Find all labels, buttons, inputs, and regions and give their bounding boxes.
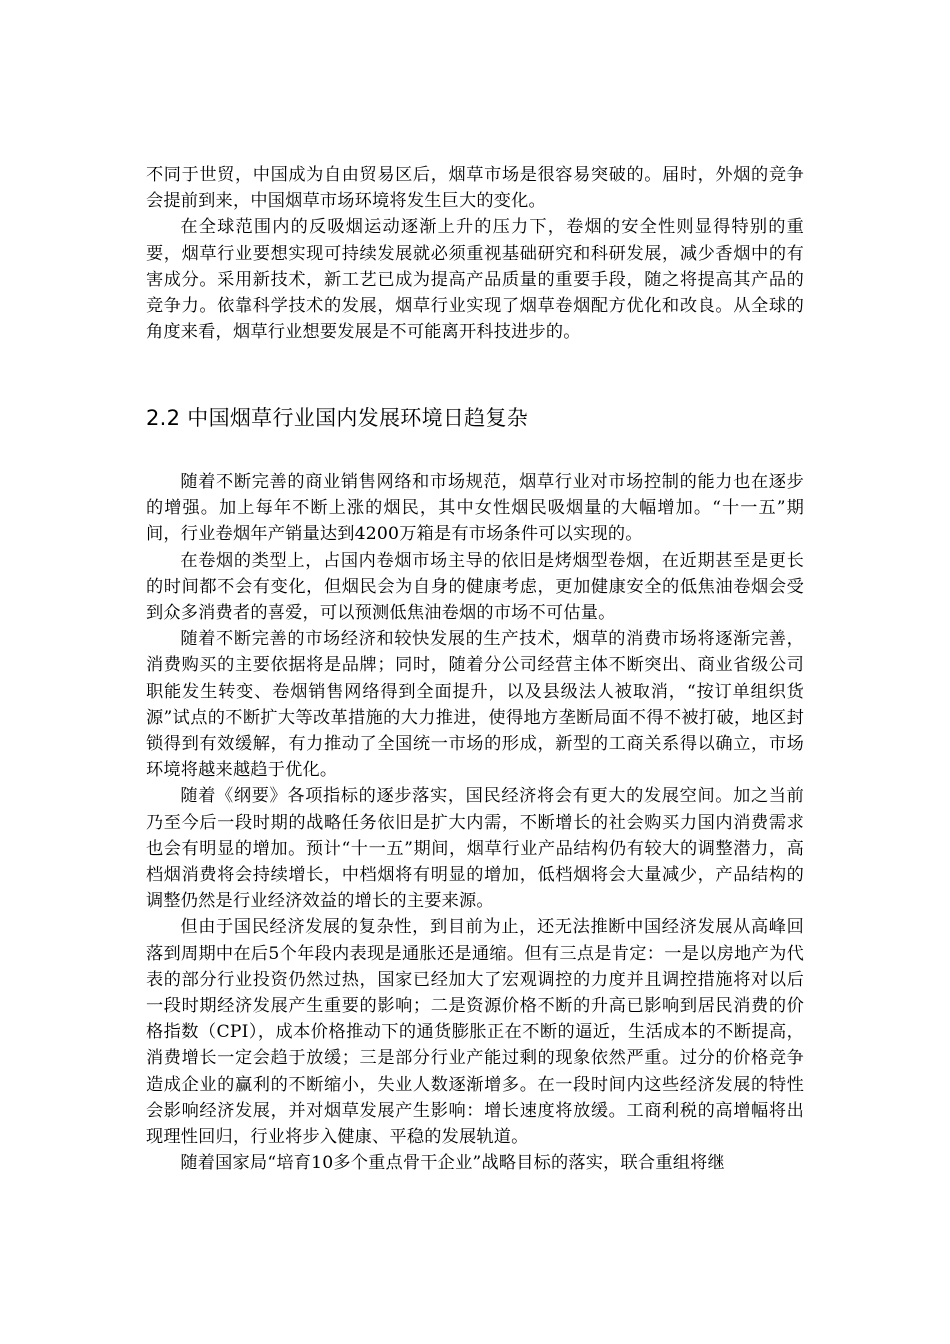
paragraph-market-economy: 随着不断完善的市场经济和较快发展的生产技术，烟草的消费市场将逐渐完善，消费购买的主要依据将是品牌；同时，随着分公司经营主体不断突出、商业省级公司职能发生转变、卷烟销售网络得到全面提升，以及县级法人被取消，“按订单组织货源”试点的不断扩大等改革措施的大力推进，使得地方垄断局面不得不被打破，地区封锁得到有效缓解，有力推动了全国统一市场的形成，新型的工商关系得以确立，市场环境将越来越趋于优化。 — [146, 629, 804, 781]
paragraph-market-control: 随着不断完善的商业销售网络和市场规范，烟草行业对市场控制的能力也在逐步的增强。加上每年不断上涨的烟民，其中女性烟民吸烟量的大幅增加。“十一五”期间，行业卷烟年产销量达到4200万箱是有市场条件可以实现的。 — [146, 472, 804, 545]
paragraph-continuation: 不同于世贸，中国成为自由贸易区后，烟草市场是很容易突破的。届时，外烟的竞争会提前到来，中国烟草市场环境将发生巨大的变化。 — [146, 165, 804, 212]
top-text-block — [146, 162, 804, 345]
paragraph-outline-targets: 随着《纲要》各项指标的逐步落实，国民经济将会有更大的发展空间。加之当前乃至今后一段时期的战略任务依旧是扩大内需，不断增长的社会购买力国内消费需求也会有明显的增加。预计“十一五”期间，烟草行业产品结构仍有较大的调整潜力，高档烟消费将会持续增长，中档烟将有明显的增加，低档烟将会大量减少，产品结构的调整仍然是行业经济效益的增长的主要来源。 — [146, 786, 804, 912]
section-heading: 2.2 中国烟草行业国内发展环境日趋复杂 — [146, 406, 529, 430]
paragraph-restructuring: 随着国家局“培育10多个重点骨干企业”战略目标的落实，联合重组将继 — [180, 1153, 725, 1174]
paragraph-cigarette-types: 在卷烟的类型上，占国内卷烟市场主导的依旧是烤烟型卷烟，在近期甚至是更长的时间都不会有变化，但烟民会为自身的健康考虑，更加健康安全的低焦油卷烟会受到众多消费者的喜爱，可以预测低焦油卷烟的市场不可估量。 — [146, 550, 804, 624]
section-body — [146, 469, 804, 1176]
paragraph-economic-complexity: 但由于国民经济发展的复杂性，到目前为止，还无法推断中国经济发展从高峰回落到周期中在后5个年段内表现是通胀还是通缩。但有三点是肯定：一是以房地产为代表的部分行业投资仍然过热，国家已经加大了宏观调控的力度并且调控措施将对以后一段时期经济发展产生重要的影响；二是资源价格不断的升高已影响到居民消费的价格指数（CPI），成本价格推动下的通货膨胀正在不断的逼近，生活成本的不断提高，消费增长一定会趋于放缓；三是部分行业产能过剩的现象依然严重。过分的价格竞争造成企业的赢利的不断缩小，失业人数逐渐增多。在一段时间内这些经济发展的特性会影响经济发展，并对烟草发展产生影响：增长速度将放缓。工商利税的高增幅将出现理性回归，行业将步入健康、平稳的发展轨道。 — [146, 917, 804, 1148]
paragraph-tech-progress: 在全球范围内的反吸烟运动逐渐上升的压力下，卷烟的安全性则显得特别的重要，烟草行业要想实现可持续发展就必须重视基础研究和科研发展，减少香烟中的有害成分。采用新技术，新工艺已成为提高产品质量的重要手段，随之将提高其产品的竞争力。依靠科学技术的发展，烟草行业实现了烟草卷烟配方优化和改良。从全球的角度来看，烟草行业想要发展是不可能离开科技进步的。 — [146, 217, 804, 343]
